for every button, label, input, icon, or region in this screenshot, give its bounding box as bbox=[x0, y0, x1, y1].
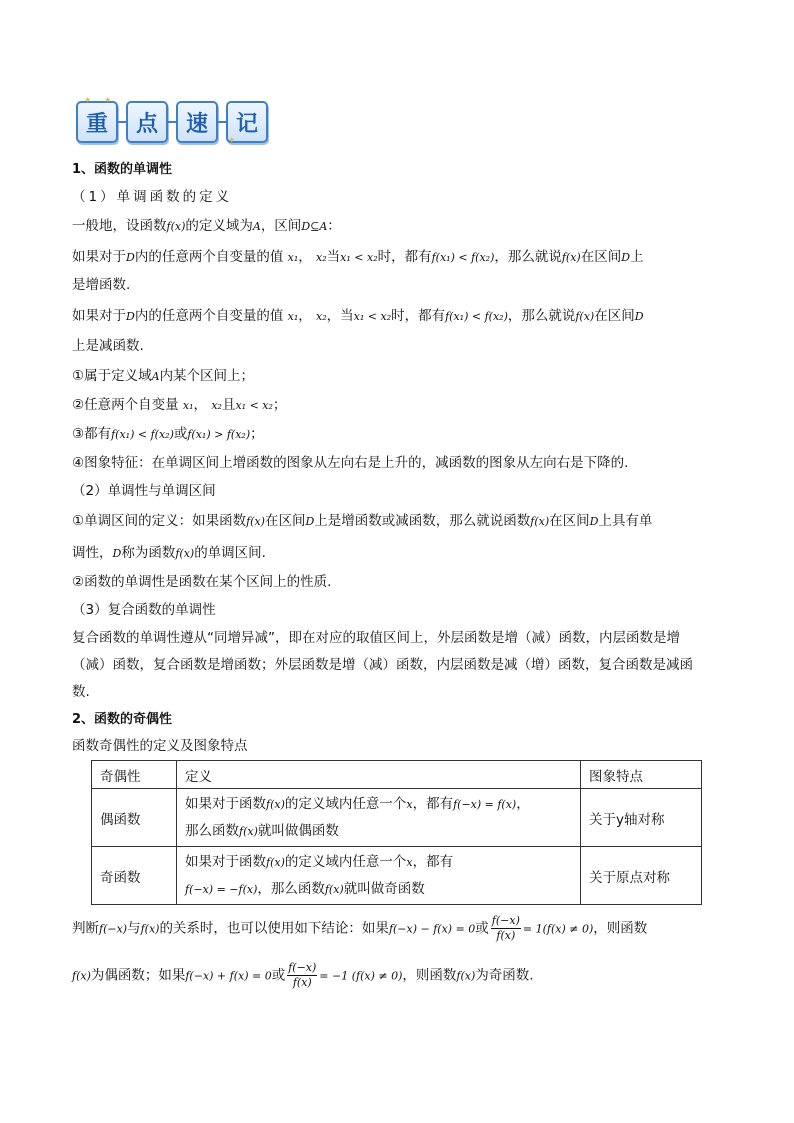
paragraph: f(x)为偶函数；如果f(−x) + f(x) = 0或 $\frac{f(-x)}{f(x)}$ = −1 (f(x) ≠ 0)，则函数f(x)为奇函数. bbox=[72, 961, 534, 989]
banner-tile: 记 bbox=[226, 101, 268, 143]
cell-line: 如果对于函数f(x)的定义域内任意一个x，都有f(−x) = f(x)， bbox=[185, 795, 530, 812]
paragraph: 复合函数的单调性遵从“同增异减”，即在对应的取值区间上，外层函数是增（减）函数，内层函数是增 bbox=[72, 630, 680, 646]
table-header-cell: 奇偶性 bbox=[92, 761, 177, 789]
paragraph: 调性，D称为函数f(x)的单调区间. bbox=[72, 545, 266, 561]
banner-tile: 点 bbox=[126, 101, 168, 143]
table-cell bbox=[177, 847, 581, 905]
paragraph: 是增函数. bbox=[72, 277, 131, 293]
paragraph: ①单调区间的定义：如果函数f(x)在区间D上是增函数或减函数，那么就说函数f(x)在区间D上具有单 bbox=[72, 513, 653, 529]
cell-line: 那么函数f(x)就叫做偶函数 bbox=[185, 822, 339, 839]
subsection-title: （3）复合函数的单调性 bbox=[72, 602, 216, 618]
table-header-row bbox=[92, 761, 702, 789]
sparkle-icon: ✦ bbox=[104, 96, 112, 106]
banner-tile: 速 bbox=[176, 101, 218, 143]
subsection-title: （2）单调性与单调区间 bbox=[72, 483, 216, 499]
section-banner bbox=[76, 100, 268, 144]
banner-connector bbox=[218, 121, 226, 123]
cell-line: f(−x) = −f(x)，那么函数f(x)就叫做奇函数 bbox=[185, 880, 425, 897]
paragraph: 数. bbox=[72, 684, 90, 700]
sparkle-icon: ✦ bbox=[84, 96, 92, 106]
section-title: 2、函数的奇偶性 bbox=[72, 712, 173, 727]
table-cell bbox=[177, 789, 581, 847]
table-cell: 关于y轴对称 bbox=[581, 789, 702, 847]
section-title: 1、函数的单调性 bbox=[72, 162, 173, 177]
fraction: $\frac{f(-x)}{f(x)}$ bbox=[491, 914, 520, 942]
paragraph: 判断f(−x)与f(x)的关系时，也可以使用如下结论：如果f(−x) − f(x) = 0或 $\frac{f(-x)}{f(x)}$ = 1(f(x) ≠ 0)，则函数 bbox=[72, 914, 648, 942]
banner-tile: 重 bbox=[76, 101, 118, 143]
table-row bbox=[92, 847, 702, 905]
fraction: $\frac{f(-x)}{f(x)}$ bbox=[288, 961, 317, 989]
table-cell: 偶函数 bbox=[92, 789, 177, 847]
table-header-cell: 图象特点 bbox=[581, 761, 702, 789]
table-header-cell: 定义 bbox=[177, 761, 581, 789]
banner-connector bbox=[168, 121, 176, 123]
sparkle-icon: ✦ bbox=[228, 136, 236, 146]
paragraph: 如果对于D内的任意两个自变量的值 x₁， x₂，当x₁ < x₂时，都有f(x₁) < f(x₂)，那么就说f(x)在区间D bbox=[72, 308, 644, 324]
paragraph: 如果对于D内的任意两个自变量的值 x₁， x₂当x₁ < x₂时，都有f(x₁) < f(x₂)，那么就说f(x)在区间D上 bbox=[72, 249, 644, 265]
list-item: ①属于定义域A内某个区间上； bbox=[72, 368, 255, 384]
table-cell: 奇函数 bbox=[92, 847, 177, 905]
cell-line: 如果对于函数f(x)的定义域内任意一个x，都有 bbox=[185, 853, 454, 870]
list-item: ②任意两个自变量 x₁， x₂且x₁ < x₂； bbox=[72, 397, 287, 413]
table-row bbox=[92, 789, 702, 847]
list-item: ④图象特征：在单调区间上增函数的图象从左向右是上升的，减函数的图象从左向右是下降的. bbox=[72, 455, 629, 471]
parity-table bbox=[91, 760, 702, 905]
paragraph: 一般地，设函数f(x)的定义域为A，区间D⊆A： bbox=[72, 218, 341, 234]
list-item: ③都有f(x₁) < f(x₂)或f(x₁) > f(x₂)； bbox=[72, 426, 264, 442]
subsection-title: （1）单调函数的定义 bbox=[72, 189, 233, 205]
paragraph: （减）函数，复合函数是增函数；外层函数是增（减）函数，内层函数是减（增）函数，复合函数是减函 bbox=[72, 657, 693, 673]
paragraph: ②函数的单调性是函数在某个区间上的性质. bbox=[72, 574, 332, 590]
table-caption: 函数奇偶性的定义及图象特点 bbox=[72, 738, 248, 754]
table-cell: 关于原点对称 bbox=[581, 847, 702, 905]
paragraph: 上是减函数. bbox=[72, 338, 144, 354]
banner-connector bbox=[118, 121, 126, 123]
